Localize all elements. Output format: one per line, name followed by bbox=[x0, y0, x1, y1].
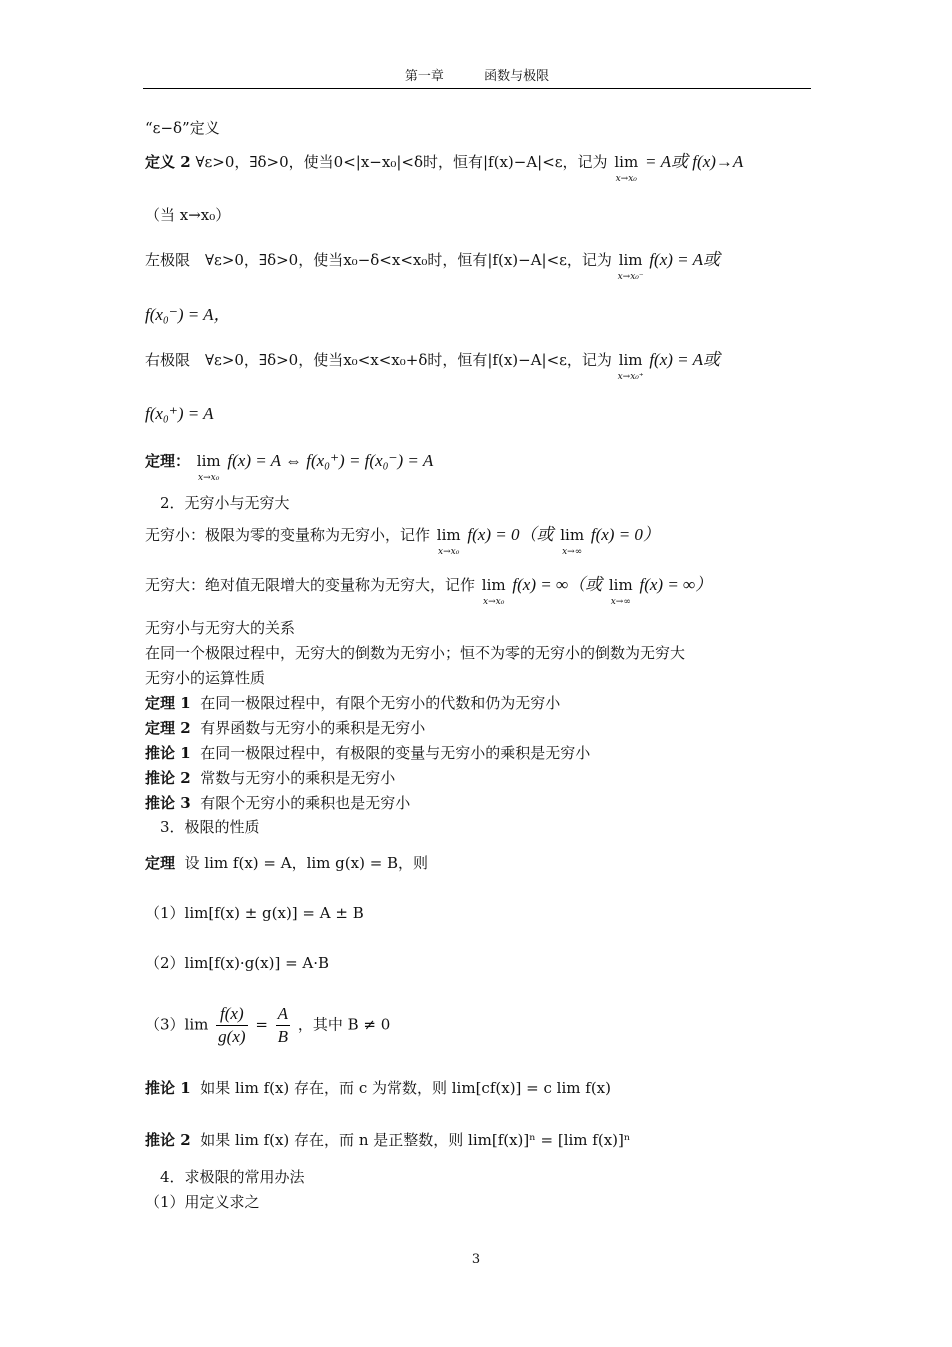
theorem-2: 定理 2 有界函数与无穷小的乘积是无穷小 bbox=[145, 719, 426, 737]
corollary-2: 推论 2 常数与无穷小的乘积是无穷小 bbox=[145, 769, 396, 787]
chapter-title: 函数与极限 bbox=[484, 69, 550, 84]
theorem-1: 定理 1 在同一极限过程中，有限个无穷小的代数和仍为无穷小 bbox=[145, 694, 561, 712]
limit-operator: lim x→x₀ bbox=[481, 576, 506, 607]
corollary-1: 推论 1 在同一极限过程中，有极限的变量与无穷小的乘积是无穷小 bbox=[145, 744, 591, 762]
definition-text: ∀ε>0，∃δ>0，使当0<|x−x₀|<δ时，恒有|f(x)−A|<ε，记为 bbox=[195, 153, 608, 171]
definition-result: = A或 f(x)→A bbox=[644, 152, 744, 171]
fraction: $\frac{f(x)}{g(x)}$ bbox=[218, 1004, 246, 1046]
property-corollary-1: 推论 1 如果 lim f(x) 存在，而 c 为常数，则 lim[cf(x)] = c lim f(x) bbox=[145, 1079, 611, 1097]
limit-theorem: 定理： lim x→x₀ f(x) = A ⇔ f(x₀⁺) = f(x₀⁻) = A bbox=[145, 451, 434, 483]
method-1: （1）用定义求之 bbox=[145, 1193, 260, 1211]
operation-heading: 无穷小的运算性质 bbox=[145, 669, 266, 687]
limit-properties-theorem: 定理 设 lim f(x) = A，lim g(x) = B，则 bbox=[145, 854, 429, 872]
limit-operator: lim x→x₀⁺ bbox=[617, 351, 644, 382]
page-header bbox=[143, 66, 811, 89]
infinity-definition: 无穷大：绝对值无限增大的变量称为无穷大，记作 lim x→x₀ f(x) = ∞（或 lim x→∞ f(x) = ∞） bbox=[145, 575, 713, 607]
left-limit-definition: 左极限 ∀ε>0，∃δ>0，使当x₀−δ<x<x₀时，恒有|f(x)−A|<ε，记为 lim x→x₀⁻ f(x) = A或 bbox=[145, 250, 720, 282]
property-2: （2）lim[f(x)·g(x)] = A·B bbox=[145, 954, 330, 972]
property-corollary-2: 推论 2 如果 lim f(x) 存在，而 n 是正整数，则 lim[f(x)]ⁿ = [lim f(x)]ⁿ bbox=[145, 1131, 631, 1149]
limit-operator: lim x→∞ bbox=[560, 526, 585, 557]
limit-operator: lim x→x₀ bbox=[436, 526, 461, 557]
limit-operator: lim x→x₀⁻ bbox=[617, 251, 644, 282]
relation-heading: 无穷小与无穷大的关系 bbox=[145, 619, 296, 637]
fraction: $\frac{A}{B}$ bbox=[277, 1004, 289, 1046]
limit-operator: lim x→∞ bbox=[608, 576, 633, 607]
relation-text: 在同一个极限过程中，无穷大的倒数为无穷小；恒不为零的无穷小的倒数为无穷大 bbox=[145, 644, 686, 662]
property-3: （3）lim $\frac{f(x)}{g(x)}$ = $\frac{A}{B}$ ，其中 B ≠ 0 bbox=[145, 1004, 391, 1046]
section-4-heading: 4．求极限的常用办法 bbox=[160, 1168, 305, 1186]
infinitesimal-definition: 无穷小：极限为零的变量称为无穷小，记作 lim x→x₀ f(x) = 0（或 lim x→∞ f(x) = 0） bbox=[145, 525, 660, 557]
property-1: （1）lim[f(x) ± g(x)] = A ± B bbox=[145, 904, 364, 922]
epsilon-delta-heading: “ε−δ”定义 bbox=[145, 119, 220, 137]
corollary-3: 推论 3 有限个无穷小的乘积也是无穷小 bbox=[145, 794, 411, 812]
limit-operator: lim x→x₀ bbox=[614, 153, 639, 184]
right-limit-definition: 右极限 ∀ε>0，∃δ>0，使当x₀<x<x₀+δ时，恒有|f(x)−A|<ε，记为 lim x→x₀⁺ f(x) = A或 bbox=[145, 350, 720, 382]
left-limit-notation: f(x₀⁻) = A， bbox=[145, 305, 231, 324]
section-2-heading: 2．无穷小与无穷大 bbox=[160, 494, 290, 512]
limit-operator: lim x→x₀ bbox=[196, 452, 221, 483]
section-3-heading: 3．极限的性质 bbox=[160, 818, 260, 836]
definition-condition: （当 x→x₀） bbox=[145, 206, 231, 224]
right-limit-notation: f(x₀⁺) = A bbox=[145, 404, 214, 423]
definition-2 bbox=[145, 152, 744, 184]
definition-label: 定义 2 bbox=[145, 153, 191, 171]
page-number: 3 bbox=[471, 1252, 481, 1267]
chapter-number: 第一章 bbox=[404, 69, 444, 84]
